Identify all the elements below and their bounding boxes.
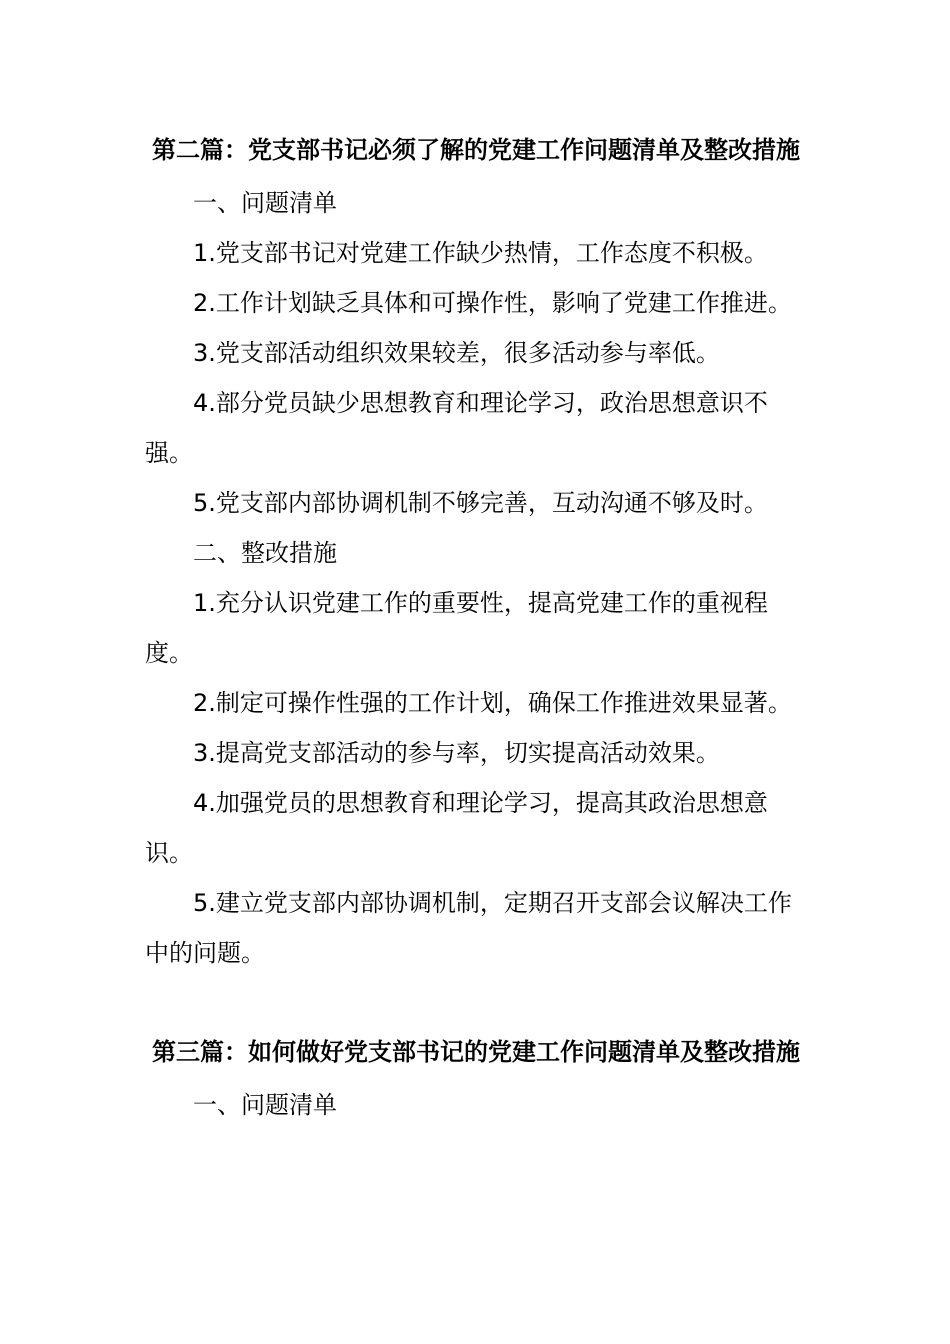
section-2-heading-measures: 二、整改措施 — [193, 539, 337, 567]
section-2-title: 第二篇：党支部书记必须了解的党建工作问题清单及整改措施 — [152, 136, 800, 164]
section-2-measure-3: 3.提高党支部活动的参与率，切实提高活动效果。 — [193, 739, 720, 767]
section-2-problem-5: 5.党支部内部协调机制不够完善，互动沟通不够及时。 — [193, 489, 768, 517]
section-2-measure-5: 5.建立党支部内部协调机制，定期召开支部会议解决工作中的问题。 — [145, 889, 792, 967]
section-2-problem-2: 2.工作计划缺乏具体和可操作性，影响了党建工作推进。 — [193, 289, 792, 317]
section-2-measure-2: 2.制定可操作性强的工作计划，确保工作推进效果显著。 — [193, 689, 792, 717]
section-2-measure-1: 1.充分认识党建工作的重要性，提高党建工作的重视程度。 — [145, 589, 768, 667]
section-2-problem-4: 4.部分党员缺少思想教育和理论学习，政治思想意识不强。 — [145, 389, 768, 467]
section-spacer — [145, 978, 807, 1025]
section-2-heading-problems: 一、问题清单 — [193, 189, 337, 217]
section-2-measure-4: 4.加强党员的思想教育和理论学习，提高其政治思想意识。 — [145, 789, 768, 867]
section-3-title: 第三篇：如何做好党支部书记的党建工作问题清单及整改措施 — [152, 1038, 800, 1066]
section-3-heading-problems: 一、问题清单 — [193, 1091, 337, 1119]
section-2-problem-1: 1.党支部书记对党建工作缺少热情，工作态度不积极。 — [193, 239, 768, 267]
section-2-problem-3: 3.党支部活动组织效果较差，很多活动参与率低。 — [193, 339, 720, 367]
document-page — [145, 123, 807, 1130]
